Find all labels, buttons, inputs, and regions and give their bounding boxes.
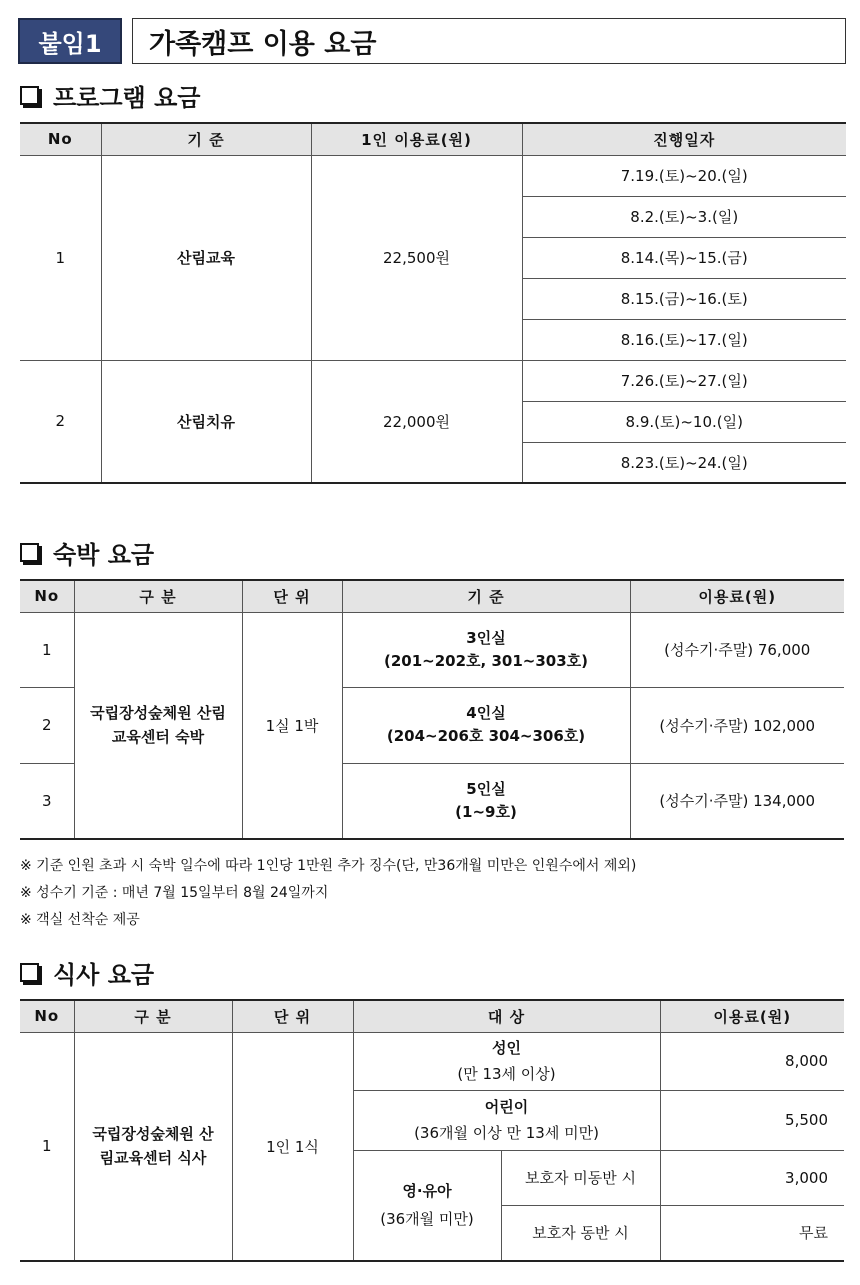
room-numbers: (201~202호, 301~303호) bbox=[384, 651, 588, 670]
meal-section-heading bbox=[20, 955, 154, 990]
row-no: 2 bbox=[20, 687, 74, 763]
program-date: 8.14.(목)~15.(금) bbox=[522, 237, 846, 278]
target-adult-cell bbox=[353, 1032, 660, 1090]
col-category: 구 분 bbox=[74, 1000, 232, 1032]
checkbox-square-icon bbox=[20, 86, 39, 105]
lodging-fee: (성수기·주말) 134,000 bbox=[630, 763, 844, 839]
room-type: 5인실 bbox=[466, 779, 506, 798]
meal-fee-adult: 8,000 bbox=[660, 1032, 844, 1090]
checkbox-square-icon bbox=[20, 543, 39, 562]
program-date: 8.16.(토)~17.(일) bbox=[522, 319, 846, 360]
note-item: ※ 기준 인원 초과 시 숙박 일수에 따라 1인당 1만원 추가 징수(단, 만36개월 미만은 인원수에서 제외) bbox=[20, 858, 637, 874]
target-child-detail: (36개월 이상 만 13세 미만) bbox=[414, 1124, 599, 1142]
col-dates: 진행일자 bbox=[522, 123, 846, 155]
program-date: 7.19.(토)~20.(일) bbox=[522, 155, 846, 196]
meal-fee-table bbox=[20, 999, 844, 1262]
program-fee: 22,000원 bbox=[311, 360, 522, 483]
program-fee-table bbox=[20, 122, 846, 484]
target-child-cell bbox=[353, 1090, 660, 1150]
program-section-heading bbox=[20, 78, 200, 113]
row-no: 1 bbox=[20, 155, 101, 360]
col-category: 구 분 bbox=[74, 580, 242, 612]
program-date: 8.9.(토)~10.(일) bbox=[522, 401, 846, 442]
room-type: 4인실 bbox=[466, 704, 506, 722]
col-unit: 단 위 bbox=[232, 1000, 353, 1032]
room-numbers: (1~9호) bbox=[455, 802, 517, 821]
target-infant: 영·유아 bbox=[402, 1182, 452, 1201]
program-name: 산림치유 bbox=[101, 360, 311, 483]
lodging-section-title: 숙박 요금 bbox=[53, 541, 155, 569]
row-no: 1 bbox=[20, 1032, 74, 1261]
checkbox-square-icon bbox=[20, 963, 39, 982]
col-criteria: 기 준 bbox=[101, 123, 311, 155]
program-date: 8.15.(금)~16.(토) bbox=[522, 278, 846, 319]
row-no: 2 bbox=[20, 360, 101, 483]
target-adult: 성인 bbox=[492, 1039, 521, 1057]
program-date: 7.26.(토)~27.(일) bbox=[522, 360, 846, 401]
target-adult-detail: (만 13세 이상) bbox=[457, 1065, 556, 1083]
attachment-tag: 붙임1 bbox=[18, 18, 122, 64]
lodging-fee: (성수기·주말) 102,000 bbox=[630, 687, 844, 763]
infant-without-guardian: 보호자 미동반 시 bbox=[501, 1150, 660, 1205]
col-no: No bbox=[20, 580, 74, 612]
lodging-fee-table bbox=[20, 579, 844, 840]
infant-with-guardian: 보호자 동반 시 bbox=[501, 1205, 660, 1261]
target-infant-detail: (36개월 미만) bbox=[380, 1210, 474, 1229]
meal-category: 국립장성숲체원 산림교육센터 식사 bbox=[74, 1032, 232, 1261]
col-fee: 1인 이용료(원) bbox=[311, 123, 522, 155]
room-type-cell bbox=[342, 763, 630, 839]
row-no: 1 bbox=[20, 612, 74, 687]
header bbox=[18, 18, 846, 64]
program-section-title: 프로그램 요금 bbox=[53, 84, 201, 112]
col-target: 대 상 bbox=[353, 1000, 660, 1032]
program-date: 8.2.(토)~3.(일) bbox=[522, 196, 846, 237]
lodging-section-heading bbox=[20, 535, 154, 570]
col-fee: 이용료(원) bbox=[660, 1000, 844, 1032]
room-type-cell bbox=[342, 687, 630, 763]
room-type-cell bbox=[342, 612, 630, 687]
program-date: 8.23.(토)~24.(일) bbox=[522, 442, 846, 483]
lodging-unit: 1실 1박 bbox=[242, 612, 342, 839]
program-fee: 22,500원 bbox=[311, 155, 522, 360]
col-unit: 단 위 bbox=[242, 580, 342, 612]
target-infant-cell bbox=[353, 1150, 501, 1261]
page-title: 가족캠프 이용 요금 bbox=[132, 18, 846, 64]
col-no: No bbox=[20, 123, 101, 155]
room-type: 3인실 bbox=[466, 628, 506, 647]
meal-section-title: 식사 요금 bbox=[53, 961, 155, 989]
target-child: 어린이 bbox=[484, 1098, 529, 1116]
col-fee: 이용료(원) bbox=[630, 580, 844, 612]
program-name: 산림교육 bbox=[101, 155, 311, 360]
note-item: ※ 객실 선착순 제공 bbox=[20, 912, 140, 928]
row-no: 3 bbox=[20, 763, 74, 839]
col-no: No bbox=[20, 1000, 74, 1032]
meal-fee-infant-without: 3,000 bbox=[660, 1150, 844, 1205]
note-item: ※ 성수기 기준 : 매년 7월 15일부터 8월 24일까지 bbox=[20, 885, 329, 901]
meal-unit: 1인 1식 bbox=[232, 1032, 353, 1261]
col-criteria: 기 준 bbox=[342, 580, 630, 612]
room-numbers: (204~206호 304~306호) bbox=[386, 727, 586, 745]
lodging-fee: (성수기·주말) 76,000 bbox=[630, 612, 844, 687]
lodging-category: 국립장성숲체원 산림교육센터 숙박 bbox=[74, 612, 242, 839]
lodging-notes bbox=[20, 853, 636, 934]
meal-fee-child: 5,500 bbox=[660, 1090, 844, 1150]
meal-fee-infant-with: 무료 bbox=[660, 1205, 844, 1261]
